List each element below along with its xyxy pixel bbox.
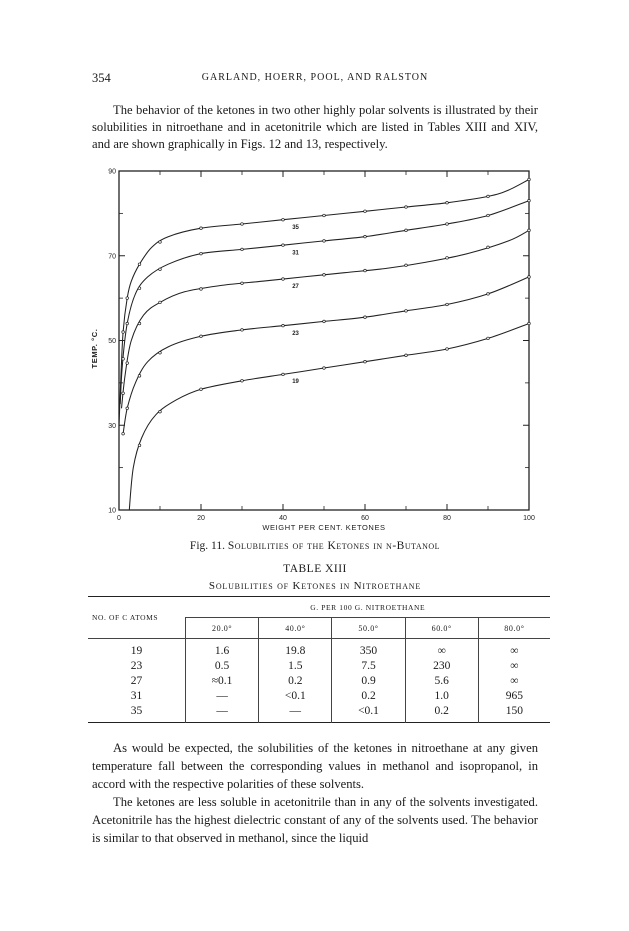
x-tick-label: 0 bbox=[117, 515, 121, 522]
y-tick-label: 10 bbox=[108, 507, 116, 515]
table-cell: 0.2 bbox=[332, 688, 405, 703]
table-cell: 0.9 bbox=[332, 673, 405, 688]
table-column-header: 80.0° bbox=[478, 618, 550, 639]
data-point bbox=[405, 264, 408, 267]
table-cell: 35 bbox=[130, 704, 143, 717]
table-group-header: G. PER 100 G. NITROETHANE bbox=[186, 597, 551, 618]
data-point bbox=[122, 358, 125, 361]
x-axis-label: WEIGHT PER CENT. KETONES bbox=[262, 523, 386, 532]
intro-paragraph: The behavior of the ketones in two other highly polar solvents is illustrated by their solubilities in nitroethane and in acetonitrile which are listed in Tables XIII and XIV, and are shown graphically in Figs. 12 and 13, respectively. bbox=[92, 103, 538, 151]
series-curve-31 bbox=[120, 201, 529, 404]
data-point bbox=[159, 410, 162, 413]
data-point bbox=[282, 278, 285, 281]
data-point bbox=[446, 201, 449, 204]
data-point bbox=[323, 367, 326, 370]
data-point bbox=[446, 257, 449, 260]
data-point bbox=[138, 375, 141, 378]
data-point bbox=[405, 310, 408, 313]
data-point bbox=[122, 331, 125, 334]
data-point bbox=[323, 274, 326, 277]
table-cell: ∞ bbox=[405, 639, 478, 659]
table-cell: — bbox=[186, 688, 259, 703]
figure-caption-prefix: Fig. 11. bbox=[189, 540, 225, 552]
data-point bbox=[200, 288, 203, 291]
data-point bbox=[487, 337, 490, 340]
table-row bbox=[88, 639, 550, 659]
data-point bbox=[528, 322, 531, 325]
y-tick-label: 30 bbox=[108, 422, 116, 430]
page-number: 354 bbox=[92, 71, 111, 85]
table-cell: 27 bbox=[130, 674, 143, 687]
x-tick-label: 40 bbox=[279, 515, 287, 522]
data-point bbox=[487, 214, 490, 217]
table-title: TABLE XIII bbox=[283, 563, 347, 575]
chart-labels-layer bbox=[90, 169, 535, 533]
plot-frame bbox=[119, 171, 529, 510]
data-point bbox=[138, 263, 141, 266]
x-tick-label: 60 bbox=[361, 515, 369, 522]
data-point bbox=[126, 297, 129, 300]
body-text bbox=[92, 739, 538, 847]
data-point bbox=[282, 373, 285, 376]
data-point bbox=[126, 362, 129, 365]
data-point bbox=[405, 354, 408, 357]
table-cell: ∞ bbox=[478, 673, 550, 688]
data-point bbox=[200, 388, 203, 391]
data-point bbox=[528, 199, 531, 202]
series-curve-19 bbox=[129, 324, 529, 511]
data-point bbox=[364, 316, 367, 319]
series-curve-23 bbox=[123, 277, 529, 434]
data-point bbox=[126, 322, 129, 325]
table-cell: — bbox=[186, 703, 259, 723]
y-tick-label: 90 bbox=[108, 168, 116, 176]
table-cell: 0.5 bbox=[186, 658, 259, 673]
figure-caption bbox=[92, 540, 538, 552]
data-point bbox=[282, 324, 285, 327]
running-head: GARLAND, HOERR, POOL, AND RALSTON bbox=[201, 72, 429, 83]
table-cell: 230 bbox=[405, 658, 478, 673]
figure-caption-text: Solubilities of the Ketones in bbox=[227, 540, 387, 552]
data-point bbox=[528, 178, 531, 181]
table-cell: 0.2 bbox=[405, 703, 478, 723]
table-cell: 965 bbox=[478, 688, 550, 703]
curve-label-35: 35 bbox=[292, 224, 299, 231]
table-subtitle: Solubilities of Ketones in Nitroethane bbox=[208, 580, 422, 592]
y-axis-label: TEMP. °C. bbox=[90, 328, 99, 369]
chart-series-layer bbox=[119, 178, 530, 510]
data-point bbox=[200, 335, 203, 338]
data-point bbox=[487, 195, 490, 198]
table-cell: 150 bbox=[478, 703, 550, 723]
y-tick-label: 70 bbox=[108, 253, 116, 261]
data-point bbox=[364, 360, 367, 363]
body-paragraph: The ketones are less soluble in acetonitrile than in any of the solvents investigated. Acetonitrile has the highest dielectric constant of any of the solvents used. The behavior is similar to that observed in methanol, since the liquid bbox=[92, 795, 538, 845]
data-point bbox=[200, 227, 203, 230]
data-point bbox=[122, 392, 125, 395]
solubility-table bbox=[88, 596, 550, 723]
table-cell: 5.6 bbox=[405, 673, 478, 688]
data-point bbox=[138, 287, 141, 290]
data-point bbox=[323, 214, 326, 217]
table-row bbox=[88, 688, 550, 703]
table-cell: 19.8 bbox=[259, 639, 332, 659]
x-tick-label: 80 bbox=[443, 515, 451, 522]
series-curve-27 bbox=[122, 230, 530, 408]
data-point bbox=[159, 301, 162, 304]
data-point bbox=[446, 223, 449, 226]
data-point bbox=[364, 235, 367, 238]
table-cell: ∞ bbox=[478, 639, 550, 659]
table-cell: <0.1 bbox=[259, 688, 332, 703]
table-column-header: 40.0° bbox=[259, 618, 332, 639]
table-cell: ∞ bbox=[478, 658, 550, 673]
data-point bbox=[241, 329, 244, 332]
figure-caption-solvent: n-Butanol bbox=[386, 540, 441, 552]
data-point bbox=[528, 276, 531, 279]
data-point bbox=[487, 246, 490, 249]
table-column-header: 60.0° bbox=[405, 618, 478, 639]
curve-label-27: 27 bbox=[292, 284, 299, 291]
body-paragraph: As would be expected, the solubilities of the ketones in nitroethane at any given temperature fall between the corresponding values in methanol and isopropanol, in accord with the respective polarities of these solvents. bbox=[92, 741, 538, 791]
data-point bbox=[122, 432, 125, 435]
data-point bbox=[138, 444, 141, 447]
curve-label-31: 31 bbox=[292, 250, 299, 257]
x-tick-label: 100 bbox=[523, 515, 535, 522]
table-row bbox=[88, 703, 550, 723]
data-point bbox=[364, 269, 367, 272]
table-cell: <0.1 bbox=[332, 703, 405, 723]
table-cell: 19 bbox=[130, 644, 143, 657]
table-row bbox=[88, 673, 550, 688]
table-cell: ≈0.1 bbox=[186, 673, 259, 688]
table-row-header: NO. OF C ATOMS bbox=[88, 597, 186, 639]
table-row bbox=[88, 658, 550, 673]
table-cell: 350 bbox=[332, 639, 405, 659]
table-cell: 1.0 bbox=[405, 688, 478, 703]
table-cell: 23 bbox=[130, 659, 143, 672]
data-point bbox=[405, 229, 408, 232]
data-point bbox=[364, 210, 367, 213]
data-point bbox=[446, 348, 449, 351]
data-point bbox=[126, 407, 129, 410]
data-point bbox=[138, 322, 141, 325]
data-point bbox=[282, 218, 285, 221]
data-point bbox=[405, 206, 408, 209]
data-point bbox=[282, 244, 285, 247]
table-cell: — bbox=[259, 703, 332, 723]
table-cell: 31 bbox=[130, 689, 143, 702]
table-cell: 1.5 bbox=[259, 658, 332, 673]
table-column-header: 50.0° bbox=[332, 618, 405, 639]
y-tick-label: 50 bbox=[108, 338, 116, 345]
data-point bbox=[323, 320, 326, 323]
data-point bbox=[241, 248, 244, 251]
data-point bbox=[241, 282, 244, 285]
data-point bbox=[446, 303, 449, 306]
data-point bbox=[200, 252, 203, 255]
data-point bbox=[159, 268, 162, 271]
table-cell: 1.6 bbox=[186, 639, 259, 659]
table-column-header: 20.0° bbox=[186, 618, 259, 639]
table-cell: 7.5 bbox=[332, 658, 405, 673]
x-tick-label: 20 bbox=[197, 515, 205, 522]
chart-axes bbox=[119, 171, 529, 510]
data-point bbox=[528, 229, 531, 232]
data-point bbox=[159, 241, 162, 244]
data-point bbox=[487, 293, 490, 296]
curve-label-19: 19 bbox=[292, 379, 299, 386]
data-point bbox=[159, 351, 162, 354]
data-point bbox=[241, 379, 244, 382]
curve-label-23: 23 bbox=[292, 330, 299, 337]
table-cell: 0.2 bbox=[259, 673, 332, 688]
data-point bbox=[323, 240, 326, 243]
data-point bbox=[241, 223, 244, 226]
